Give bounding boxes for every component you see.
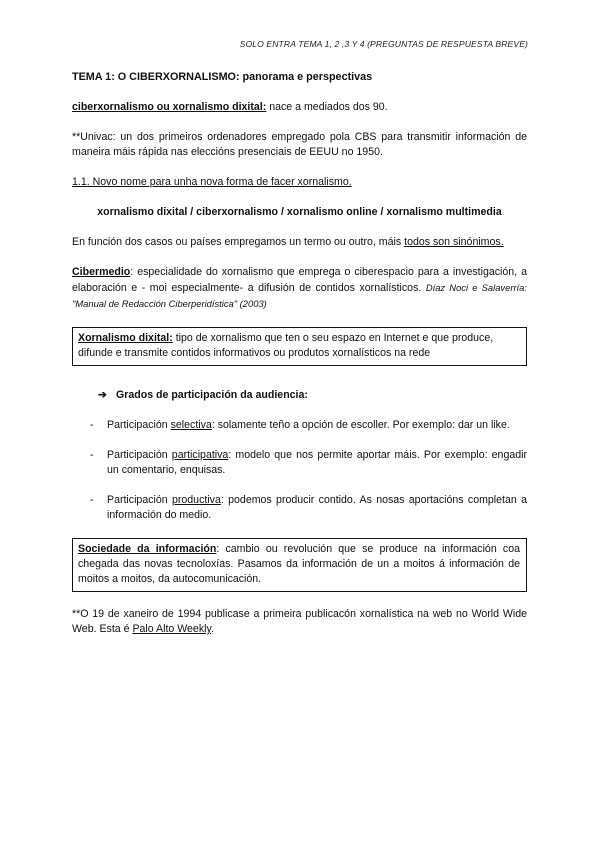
section-heading: 1.1. Novo nome para unha nova forma de facer xornalismo. [72, 176, 352, 188]
item-text: : solamente teño a opción de escoller. Por exemplo: dar un like. [211, 419, 510, 431]
synonyms-heading: xornalismo dixital / ciberxornalismo / xornalismo online / xornalismo multimedia [97, 206, 502, 218]
note2-before: **O 19 de xaneiro de 1994 publicase a primeira publicacón xornalística na web no World Wide Web. Esta é [72, 608, 527, 635]
arrow-right-icon: ➔ [98, 389, 107, 401]
list-item [72, 493, 527, 523]
definition-text: nace a mediados dos 90. [266, 101, 388, 113]
note-univac: **Univac: un dos primeiros ordenadores empregado pola CBS para transmitir información de maneira máis rápida nas eleccións presenciais de EEUU no 1950. [72, 131, 527, 158]
synonyms-text [72, 235, 527, 250]
grados-heading-text: Grados de participación da audiencia: [116, 389, 308, 401]
grados-heading [98, 388, 527, 403]
item-text: : modelo que nos permite aportar máis. Por exemplo: engadir un comentario, enquisas. [107, 449, 528, 476]
synonyms-text-underlined: todos son sinónimos. [404, 236, 504, 248]
definition-box-xornalismo-dixital [72, 327, 527, 366]
definition-term: ciberxornalismo ou xornalismo dixital: [72, 101, 267, 113]
box2-term: Sociedade da información [78, 543, 217, 555]
definition-cibermedio [72, 265, 527, 312]
page-header: SOLO ENTRA TEMA 1, 2 ,3 Y 4 (PREGUNTAS DE RESPUESTA BREVE) [239, 39, 528, 49]
item-term: selectiva [170, 419, 212, 431]
cibermedio-term: Cibermedio [72, 266, 131, 278]
note2-underlined: Palo Alto Weekly [132, 623, 211, 635]
item-prefix: Participación [107, 419, 171, 431]
item-prefix: Participación [107, 494, 172, 506]
definition-box-sociedade-informacion [72, 538, 527, 592]
definition-ciberxornalismo [72, 100, 527, 115]
dash-bullet-icon: - [90, 419, 94, 431]
synonyms-text-before: En función dos casos ou países empregamos un termo ou outro, máis [72, 236, 405, 248]
item-text: : podemos producir contido. As nosas aportacións completan a información do medio. [107, 494, 527, 521]
list-item [72, 418, 527, 433]
box1-text: tipo de xornalismo que ten o seu espazo en Internet e que produce, difunde e transmite contidos informativos ou produtos xornalísticos na rede [78, 332, 494, 359]
note-palo-alto [72, 607, 527, 637]
item-term: productiva [171, 494, 221, 506]
item-prefix: Participación [107, 449, 172, 461]
page-content [72, 70, 527, 637]
item-term: participativa [171, 449, 229, 461]
list-item [72, 448, 527, 478]
cibermedio-citation: Díaz Noci e Salaverría: "Manual de Redacción Ciberperidística" (2003) [72, 282, 527, 309]
cibermedio-text: : especialidade do xornalismo que emprega o ciberespacio para a investigación, a elaboración e - moi especialmente- a difusión de contidos xornalísticos. [72, 266, 527, 294]
dash-bullet-icon: - [90, 449, 94, 461]
note2-after: . [210, 623, 214, 635]
box2-text: : cambio ou revolución que se produce na información coa chegada das novas tecnoloxías. Pasamos da información de un a moitos á información de moitos a moitos, da autocomunicación. [78, 543, 520, 585]
page-title: TEMA 1: O CIBERXORNALISMO: panorama e perspectivas [72, 71, 373, 83]
dash-bullet-icon: - [90, 494, 94, 506]
box1-term: Xornalismo dixital: [78, 332, 173, 344]
